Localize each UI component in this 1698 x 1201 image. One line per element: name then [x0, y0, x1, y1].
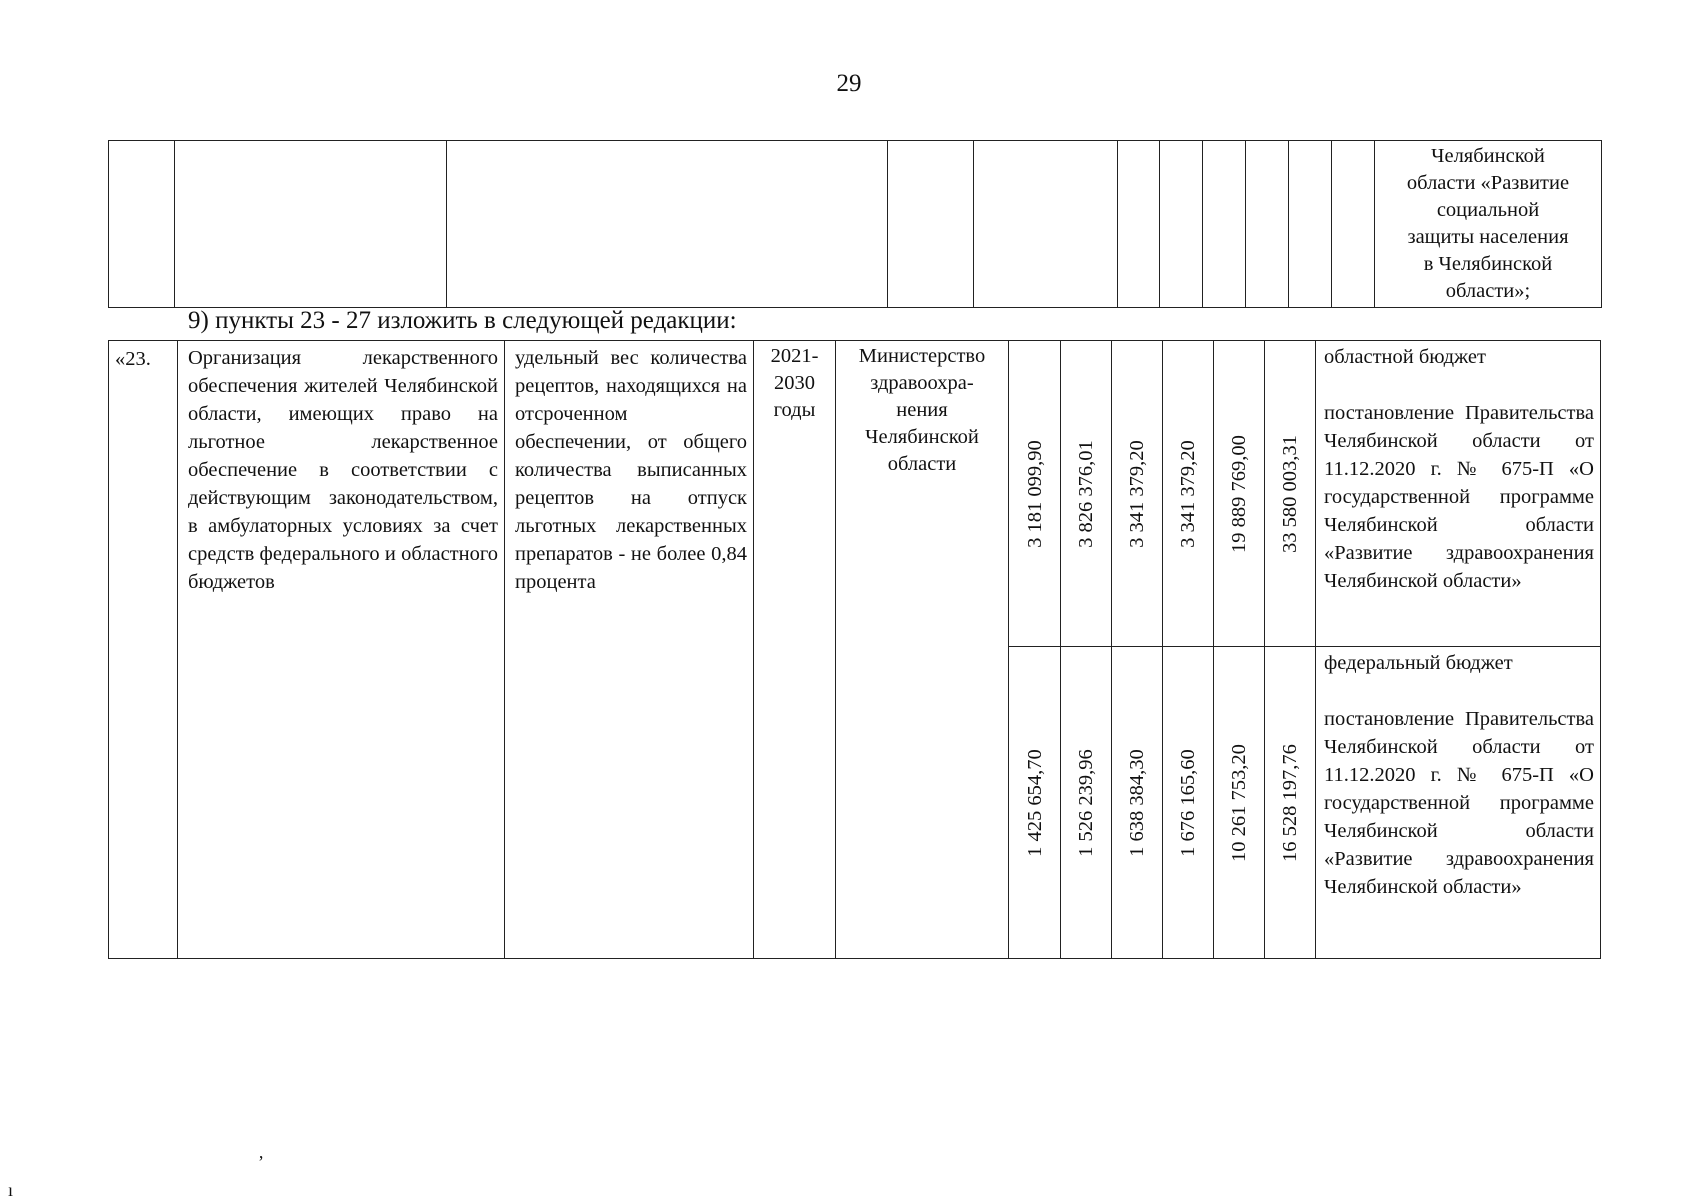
amount-value: 1 638 384,30: [1126, 748, 1148, 857]
funding-source-name: федеральный бюджет: [1324, 652, 1513, 674]
executor-line: Министерство: [858, 345, 986, 367]
funding-source-name: областной бюджет: [1324, 346, 1486, 368]
program-table: [108, 340, 1601, 959]
continuation-line: социальной: [1436, 199, 1540, 221]
funding-source-document: постановление Правительства Челябинской области от 11.12.2020 г. № 675-П «О государственной программе Челябинской области «Развитие здравоохранения Челябинской области»: [1324, 708, 1594, 898]
amount-cell: [1214, 341, 1265, 647]
executor-line: области: [887, 453, 957, 475]
amount-value: 1 676 165,60: [1177, 748, 1199, 857]
executor-line: нения: [896, 399, 948, 421]
amount-value: 10 261 753,20: [1228, 743, 1250, 862]
funding-source-document: постановление Правительства Челябинской области от 11.12.2020 г. № 675-П «О государственной программе Челябинской области «Развитие здравоохранения Челябинской области»: [1324, 402, 1594, 592]
empty-cell: [1160, 141, 1203, 308]
funding-source-cell: [1316, 647, 1601, 959]
empty-cell: [974, 141, 1118, 308]
amount-cell: [1163, 647, 1214, 959]
continuation-line: Челябинской: [1431, 145, 1545, 167]
amount-value: 3 826 376,01: [1075, 439, 1097, 548]
item-description: Организация лекарственного обеспечения жителей Челябинской области, имеющих право на льготное лекарственное обеспечение в соответствии с действующим законодательством, в амбулаторных условиях за счет средств федерального и областного бюджетов: [178, 341, 505, 959]
amount-cell: [1009, 341, 1061, 647]
amount-value: 33 580 003,31: [1279, 434, 1301, 553]
amount-value: 3 341 379,20: [1177, 439, 1199, 548]
empty-cell: [1332, 141, 1375, 308]
continuation-line: в Челябинской: [1423, 253, 1553, 275]
amount-value: 3 341 379,20: [1126, 439, 1148, 548]
amount-cell: [1061, 647, 1112, 959]
amount-cell: [1112, 647, 1163, 959]
amount-value: 3 181 099,90: [1023, 439, 1046, 548]
executor-line: здравоохра-: [870, 372, 974, 394]
page-number: 29: [836, 70, 862, 97]
period-line: годы: [773, 399, 816, 421]
continuation-source-cell: [1375, 141, 1602, 308]
amount-cell: [1163, 341, 1214, 647]
instruction-text: 9) пункты 23 - 27 изложить в следующей редакции:: [188, 307, 737, 334]
amount-cell: [1061, 341, 1112, 647]
item-executor: [836, 341, 1009, 959]
empty-cell: [447, 141, 888, 308]
empty-cell: [1289, 141, 1332, 308]
scan-mark: ı: [8, 1180, 14, 1200]
amount-value: 16 528 197,76: [1279, 743, 1301, 862]
executor-line: Челябинской: [865, 426, 979, 448]
period-line: 2030: [774, 372, 815, 394]
scan-mark: ʼ: [258, 1152, 264, 1172]
continuation-row: [109, 141, 1602, 308]
amount-cell: [1214, 647, 1265, 959]
period-line: 2021-: [770, 345, 819, 367]
amount-cell: [1112, 341, 1163, 647]
item-number: «23.: [109, 341, 178, 959]
item-period: [754, 341, 836, 959]
amount-value: 19 889 769,00: [1228, 434, 1250, 553]
empty-cell: [175, 141, 447, 308]
item-indicator: удельный вес количества рецептов, находящихся на отсроченном обеспечении, от общего количества выписанных рецептов на отпуск льготных лекарственных препаратов - не более 0,84 процента: [505, 341, 754, 959]
continuation-table: [108, 140, 1602, 308]
continuation-line: защиты населения: [1407, 226, 1569, 248]
empty-cell: [1118, 141, 1160, 308]
amount-cell: [1265, 647, 1316, 959]
empty-cell: [1246, 141, 1289, 308]
continuation-line: области»;: [1445, 280, 1531, 302]
amount-cell: [1009, 647, 1061, 959]
amount-cell: [1265, 341, 1316, 647]
empty-cell: [109, 141, 175, 308]
amount-value: 1 526 239,96: [1075, 748, 1097, 857]
empty-cell: [1203, 141, 1246, 308]
continuation-line: области «Развитие: [1406, 172, 1570, 194]
empty-cell: [888, 141, 974, 308]
funding-source-cell: [1316, 341, 1601, 647]
table-row: [109, 341, 1601, 647]
amount-value: 1 425 654,70: [1023, 748, 1046, 857]
